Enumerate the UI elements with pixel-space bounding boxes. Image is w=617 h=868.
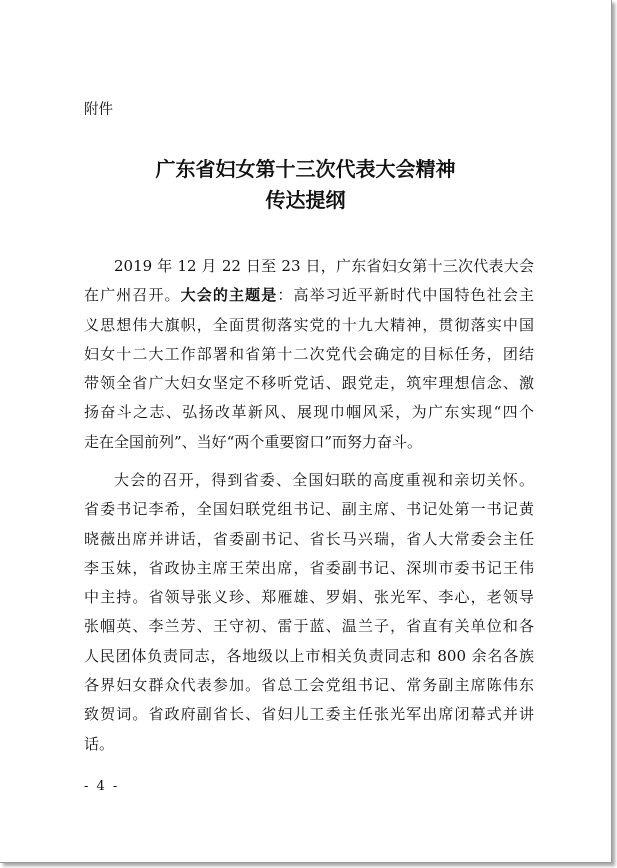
paragraph-line: 带领全省广大妇女坚定不移听党话、跟党走，筑牢理想信念、激 [84,374,534,393]
paragraph-line: 2019 年 12 月 22 日至 23 日，广东省妇女第十三次代表大会 [114,257,534,275]
paragraph-2 [84,466,534,759]
document-title-line-1: 广东省妇女第十三次代表大会精神 [155,157,456,181]
paragraph-line: 各界妇女群众代表参加。省总工会党组书记、常务副主席陈伟东 [84,676,534,695]
paragraph-text: 在广州召开。 [84,286,181,305]
paragraph-line: 人民团体负责同志，各地级以上市相关负责同志和 800 余名各族 [84,646,534,665]
page-number: - 4 - [84,779,120,794]
paragraph-line: 走在全国前列”、当好“两个重要窗口”而努力奋斗。 [84,432,423,451]
paragraph-text: ：高举习近平新时代中国特色社会主 [277,286,534,305]
paragraph-line: 话。 [84,734,115,753]
theme-heading: 大会的主题是 [180,286,278,305]
paragraph-line: 晓薇出席并讲话，省委副书记、省长马兴瑞，省人大常委会主任 [84,529,534,548]
paragraph-line [84,281,534,310]
paragraph-line: 李玉妹，省政协主席王荣出席，省委副书记、深圳市委书记王伟 [84,558,534,577]
paragraph-line: 义思想伟大旗帜，全面贯彻落实党的十九大精神，贯彻落实中国 [84,315,534,334]
paragraph-line: 致贺词。省政府副省长、省妇儿工委主任张光军出席闭幕式并讲 [84,705,534,724]
paragraph-line: 扬奋斗之志、弘扬改革新风、展现巾帼风采，为广东实现“四个 [84,403,534,422]
document-title-line-2: 传达提纲 [265,188,346,212]
paragraph-line: 大会的召开，得到省委、全国妇联的高度重视和亲切关怀。 [114,471,534,489]
paragraph-line: 张帼英、李兰芳、王守初、雷于蓝、温兰子，省直有关单位和各 [84,617,534,636]
attachment-label: 附件 [84,102,113,118]
paragraph-line: 中主持。省领导张义珍、郑雁雄、罗娟、张光军、李心，老领导 [84,588,534,607]
paragraph-line: 省委书记李希，全国妇联党组书记、副主席、书记处第一书记黄 [84,500,534,519]
paragraph-line: 妇女十二大工作部署和省第十二次党代会确定的目标任务，团结 [84,344,534,363]
paragraph-1 [84,252,534,457]
